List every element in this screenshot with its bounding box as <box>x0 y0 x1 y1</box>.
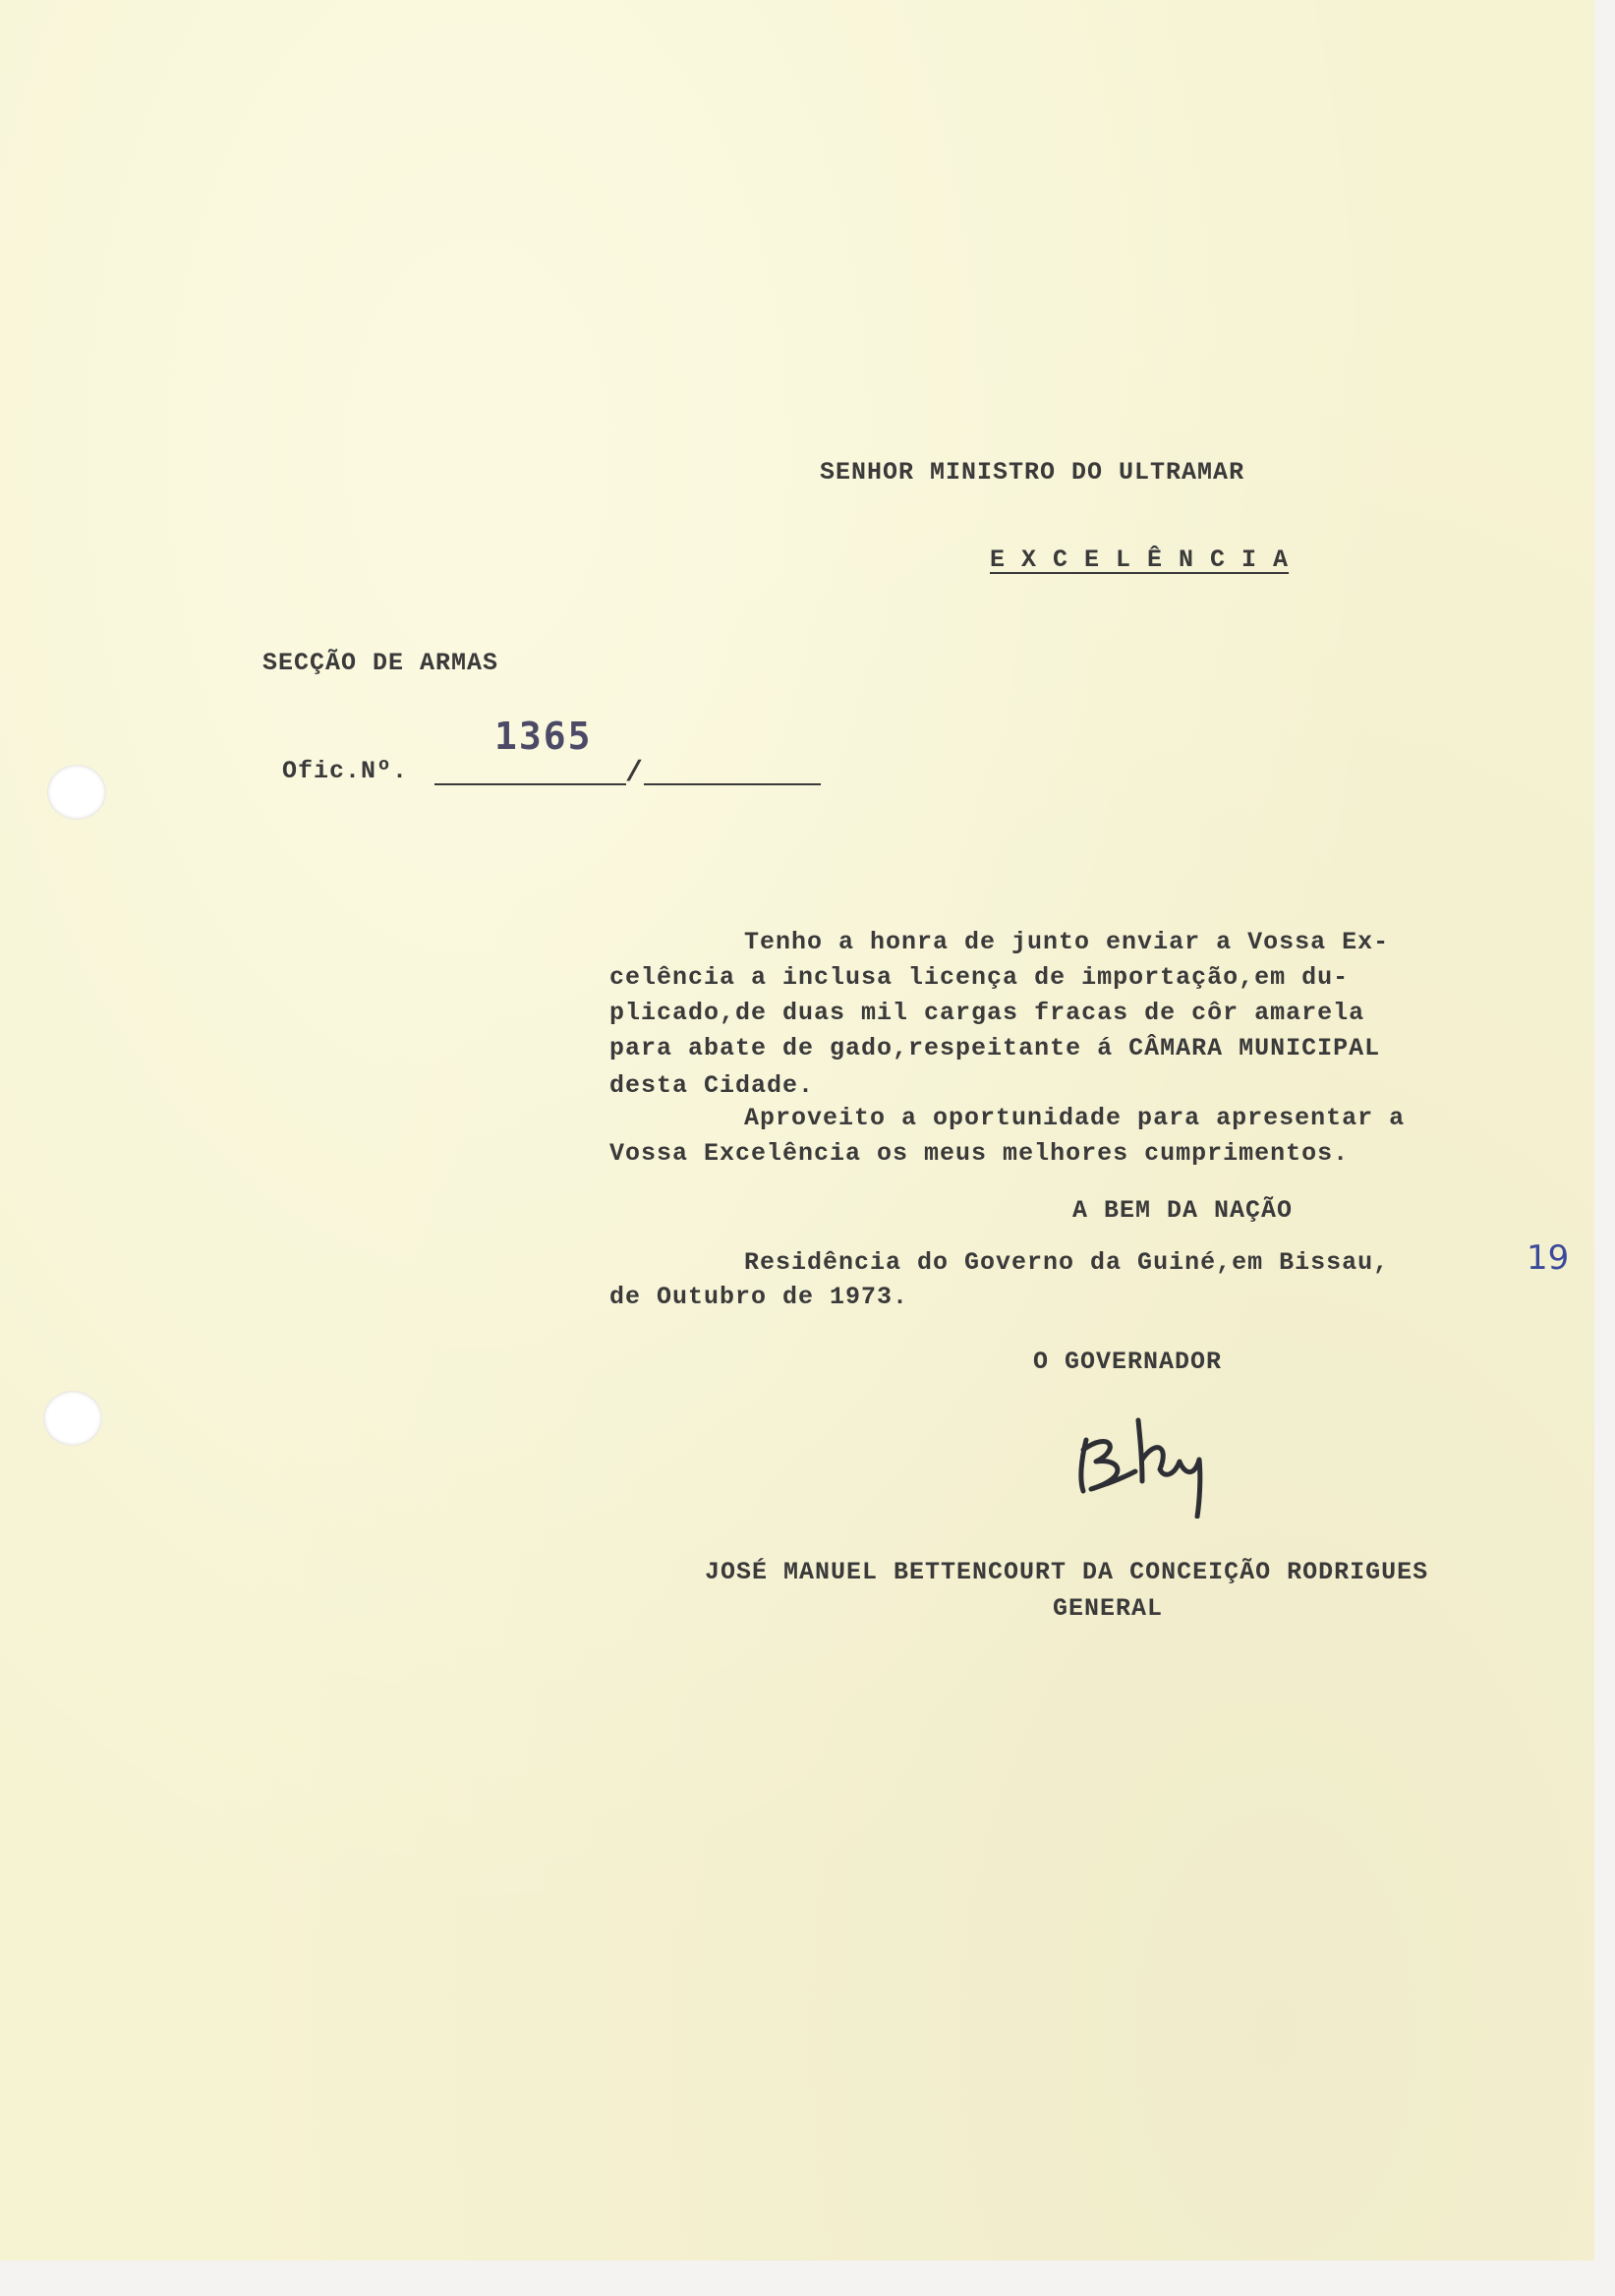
handwritten-day: 19 <box>1527 1238 1570 1278</box>
salutation: E X C E L Ê N C I A <box>990 545 1290 574</box>
punch-hole-bottom <box>43 1391 102 1446</box>
paragraph-1-line-3: plicado,de duas mil cargas fracas de côr amarela <box>609 999 1365 1027</box>
signatory-rank: GENERAL <box>1053 1594 1164 1623</box>
paragraph-1-line-2: celência a inclusa licença de importação,em du- <box>609 963 1350 992</box>
place-line-2: de Outubro de 1973. <box>609 1283 909 1311</box>
signatory-name: JOSÉ MANUEL BETTENCOURT DA CONCEIÇÃO RODRIGUES <box>705 1558 1429 1586</box>
punch-hole-top <box>47 765 106 820</box>
office-number-separator: / <box>625 757 645 790</box>
paragraph-2-line-1: Aproveito a oportunidade para apresentar a <box>744 1104 1406 1132</box>
place-line-1: Residência do Governo da Guiné,em Bissau, <box>744 1248 1390 1277</box>
section-label: SECÇÃO DE ARMAS <box>262 649 499 677</box>
paragraph-1-line-1: Tenho a honra de junto enviar a Vossa Ex- <box>744 928 1390 956</box>
paragraph-1-line-4: para abate de gado,respeitante á CÂMARA MUNICIPAL <box>609 1034 1381 1062</box>
paragraph-1-line-5: desta Cidade. <box>609 1071 815 1100</box>
office-year-line <box>644 783 821 785</box>
paragraph-2-line-2: Vossa Excelência os meus melhores cumprimentos. <box>609 1139 1350 1168</box>
office-number-line <box>434 783 626 785</box>
scan-margin-bottom <box>0 2261 1615 2296</box>
office-number-label: Ofic.Nº. <box>282 757 409 785</box>
addressee: SENHOR MINISTRO DO ULTRAMAR <box>820 458 1245 487</box>
scan-margin-right <box>1594 0 1615 2296</box>
motto: A BEM DA NAÇÃO <box>1072 1196 1294 1225</box>
office-number-stamp: 1365 <box>494 715 593 758</box>
signatory-title: O GOVERNADOR <box>1033 1348 1223 1376</box>
handwritten-signature <box>1062 1401 1239 1519</box>
